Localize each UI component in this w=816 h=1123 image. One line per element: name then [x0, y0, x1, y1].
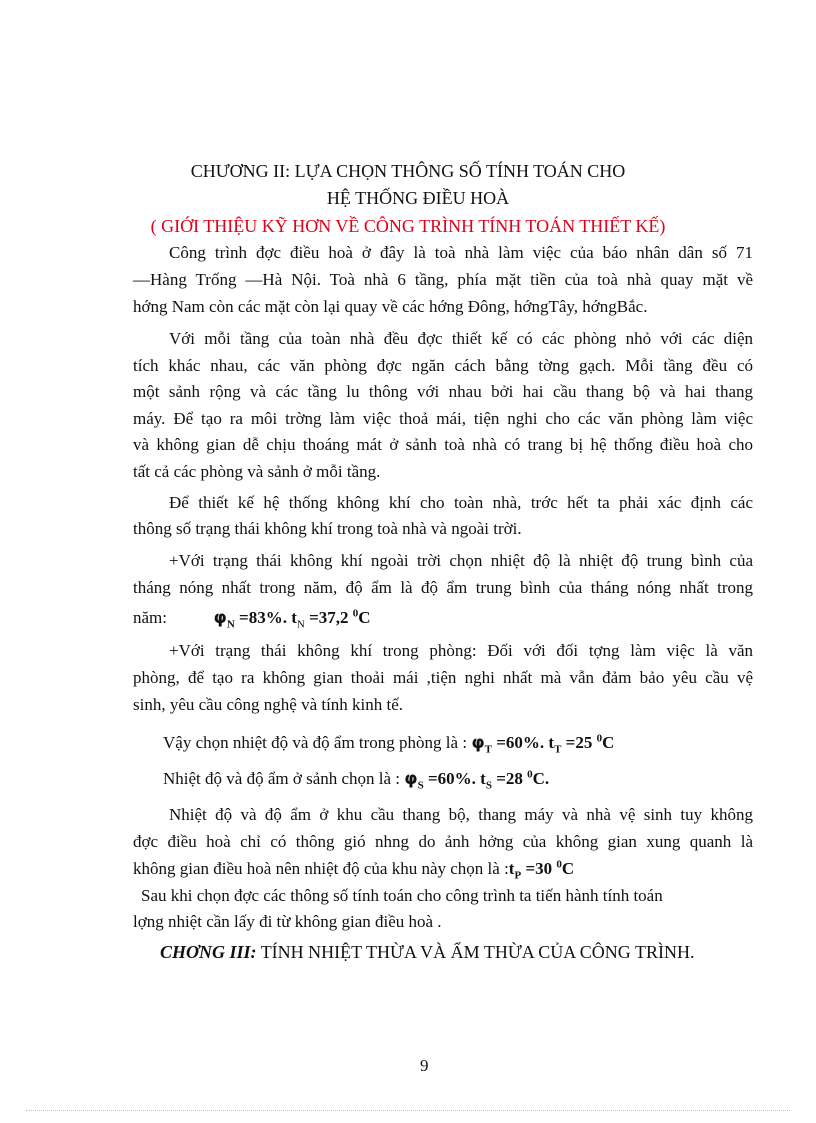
degree-sup: 0 [556, 858, 562, 871]
page-number: 9 [420, 1056, 429, 1075]
outdoor-parameters [133, 607, 371, 629]
phi-symbol: φ [471, 733, 485, 753]
t-symbol: t [548, 733, 555, 752]
para-7-line-1: Sau khi chọn đợc các thông số tính toán cho công trình ta tiến hành tính toán [141, 886, 663, 905]
t-subscript: T [554, 743, 562, 756]
phi-subscript: T [484, 743, 492, 756]
stair-parameters [133, 858, 574, 880]
t-subscript: S [485, 779, 492, 792]
degree-sup: 0 [352, 607, 359, 620]
para-3-line-2: thông số trạng thái không khí trong toà nhà và ngoài trời. [133, 519, 522, 538]
unit: C [602, 733, 615, 752]
lobby-prefix: Nhiệt độ và độ ẩm ở sảnh chọn là : [163, 769, 401, 788]
unit: C. [532, 769, 550, 788]
para-5-line-1: +Với trạng thái không khí trong phòng: Đối với đối tợng làm việc là văn [169, 641, 753, 660]
chapter-title-line-2: HỆ THỐNG ĐIỀU HOÀ [326, 188, 510, 208]
para-7-line-2: lợng nhiệt cần lấy đi từ không gian điều hoà . [133, 912, 442, 931]
phi-subscript: S [417, 779, 424, 792]
unit: C [358, 608, 371, 627]
para-2-line-3: một sảnh rộng và các tầng lu thông với nhau bởi hai cầu thang bộ và hai thang [133, 382, 753, 401]
para-6-line-2: đợc điều hoà chỉ có thông gió nhng do ảnh hởng của không gian xung quanh là [133, 832, 753, 851]
para-1-line-2: —Hàng Trống —Hà Nội. Toà nhà 6 tầng, phía mặt tiền của toà nhà quay mặt về [133, 270, 753, 289]
para-6-line-1: Nhiệt độ và độ ẩm ở khu cầu thang bộ, thang máy và nhà vệ sinh tuy không [169, 805, 753, 824]
t-subscript: N [296, 618, 305, 631]
outdoor-humidity: =83%. [239, 608, 287, 627]
para-2-line-2: tích khác nhau, các văn phòng đợc ngăn cách bằng tờng gạch. Mỗi tầng đều có [133, 356, 753, 375]
indoor-humidity: =60%. [496, 733, 545, 752]
t-symbol: t [480, 769, 486, 788]
phi-subscript: N [226, 618, 235, 631]
footer-dotted-rule [26, 1110, 790, 1111]
para-1-line-3: hớng Nam còn các mặt còn lại quay về các hớng Đông, hớngTây, hớngBắc. [133, 297, 648, 316]
para-3-line-1: Để thiết kế hệ thống không khí cho toàn nhà, trớc hết ta phải xác định các [169, 493, 753, 512]
lobby-parameters [163, 768, 549, 790]
indoor-prefix: Vậy chọn nhiệt độ và độ ẩm trong phòng là : [163, 733, 468, 752]
para-4-line-2: tháng nóng nhất trong năm, độ ẩm là độ ẩm trung bình của tháng nóng nhất trong [133, 578, 753, 597]
para-2-line-6: tất cả các phòng và sảnh ở mỗi tầng. [133, 462, 381, 481]
phi-symbol: φ [404, 769, 418, 789]
para-1-line-1: Công trình đợc điều hoà ở đây là toà nhà làm việc của báo nhân dân số 71 [169, 243, 753, 262]
unit: C [561, 859, 575, 878]
degree-sup: 0 [596, 732, 603, 745]
para-4-line-1: +Với trạng thái không khí ngoài trời chọn nhiệt độ là nhiệt độ trung bình của [169, 551, 753, 570]
indoor-parameters [163, 732, 614, 754]
t-symbol: t [508, 859, 515, 878]
para-2-line-1: Với mỗi tầng của toàn nhà đều đợc thiết kế có các phòng nhỏ với các diện [169, 329, 753, 348]
t-symbol: t [291, 608, 297, 627]
chapter-3-title: TÍNH NHIỆT THỪA VÀ ẨM THỪA CỦA CÔNG TRÌNH. [256, 942, 695, 962]
chapter-subtitle: ( GIỚI THIỆU KỸ HƠN VỀ CÔNG TRÌNH TÍNH TOÁN THIẾT KẾ) [150, 216, 666, 236]
degree-sup: 0 [527, 768, 533, 781]
stair-temperature: =30 [525, 859, 553, 878]
para-5-line-3: sinh, yêu cầu công nghệ và tính kinh tế. [133, 695, 404, 714]
chapter-3-label: CHƠNG III: [160, 942, 257, 962]
para-2-line-4: máy. Để tạo ra môi trờng làm việc thoả mái, tiện nghi cho các văn phòng làm việc [133, 409, 753, 428]
lobby-temperature: =28 [496, 769, 523, 788]
para-2-line-5: và không gian dễ chịu thoáng mát ở sảnh toà nhà có trang bị hệ thống điều hoà cho [133, 435, 753, 454]
para-4-prefix: năm: [133, 608, 167, 627]
para-6-prefix: không gian điều hoà nên nhiệt độ của khu này chọn là : [133, 859, 509, 878]
para-5-line-2: phòng, để tạo ra không gian thoải mái ,tiện nghi nhất mà vẫn đảm bảo yêu cầu vệ [133, 668, 753, 687]
lobby-humidity: =60%. [427, 769, 476, 788]
chapter-title-line-1: CHƯƠNG II: LỰA CHỌN THÔNG SỐ TÍNH TOÁN CHO [190, 161, 626, 181]
indoor-temperature: =25 [565, 733, 593, 752]
chapter-3-heading [160, 941, 694, 963]
phi-symbol: φ [213, 608, 227, 628]
outdoor-temperature: =37,2 [309, 608, 349, 627]
t-subscript: P [514, 869, 522, 882]
